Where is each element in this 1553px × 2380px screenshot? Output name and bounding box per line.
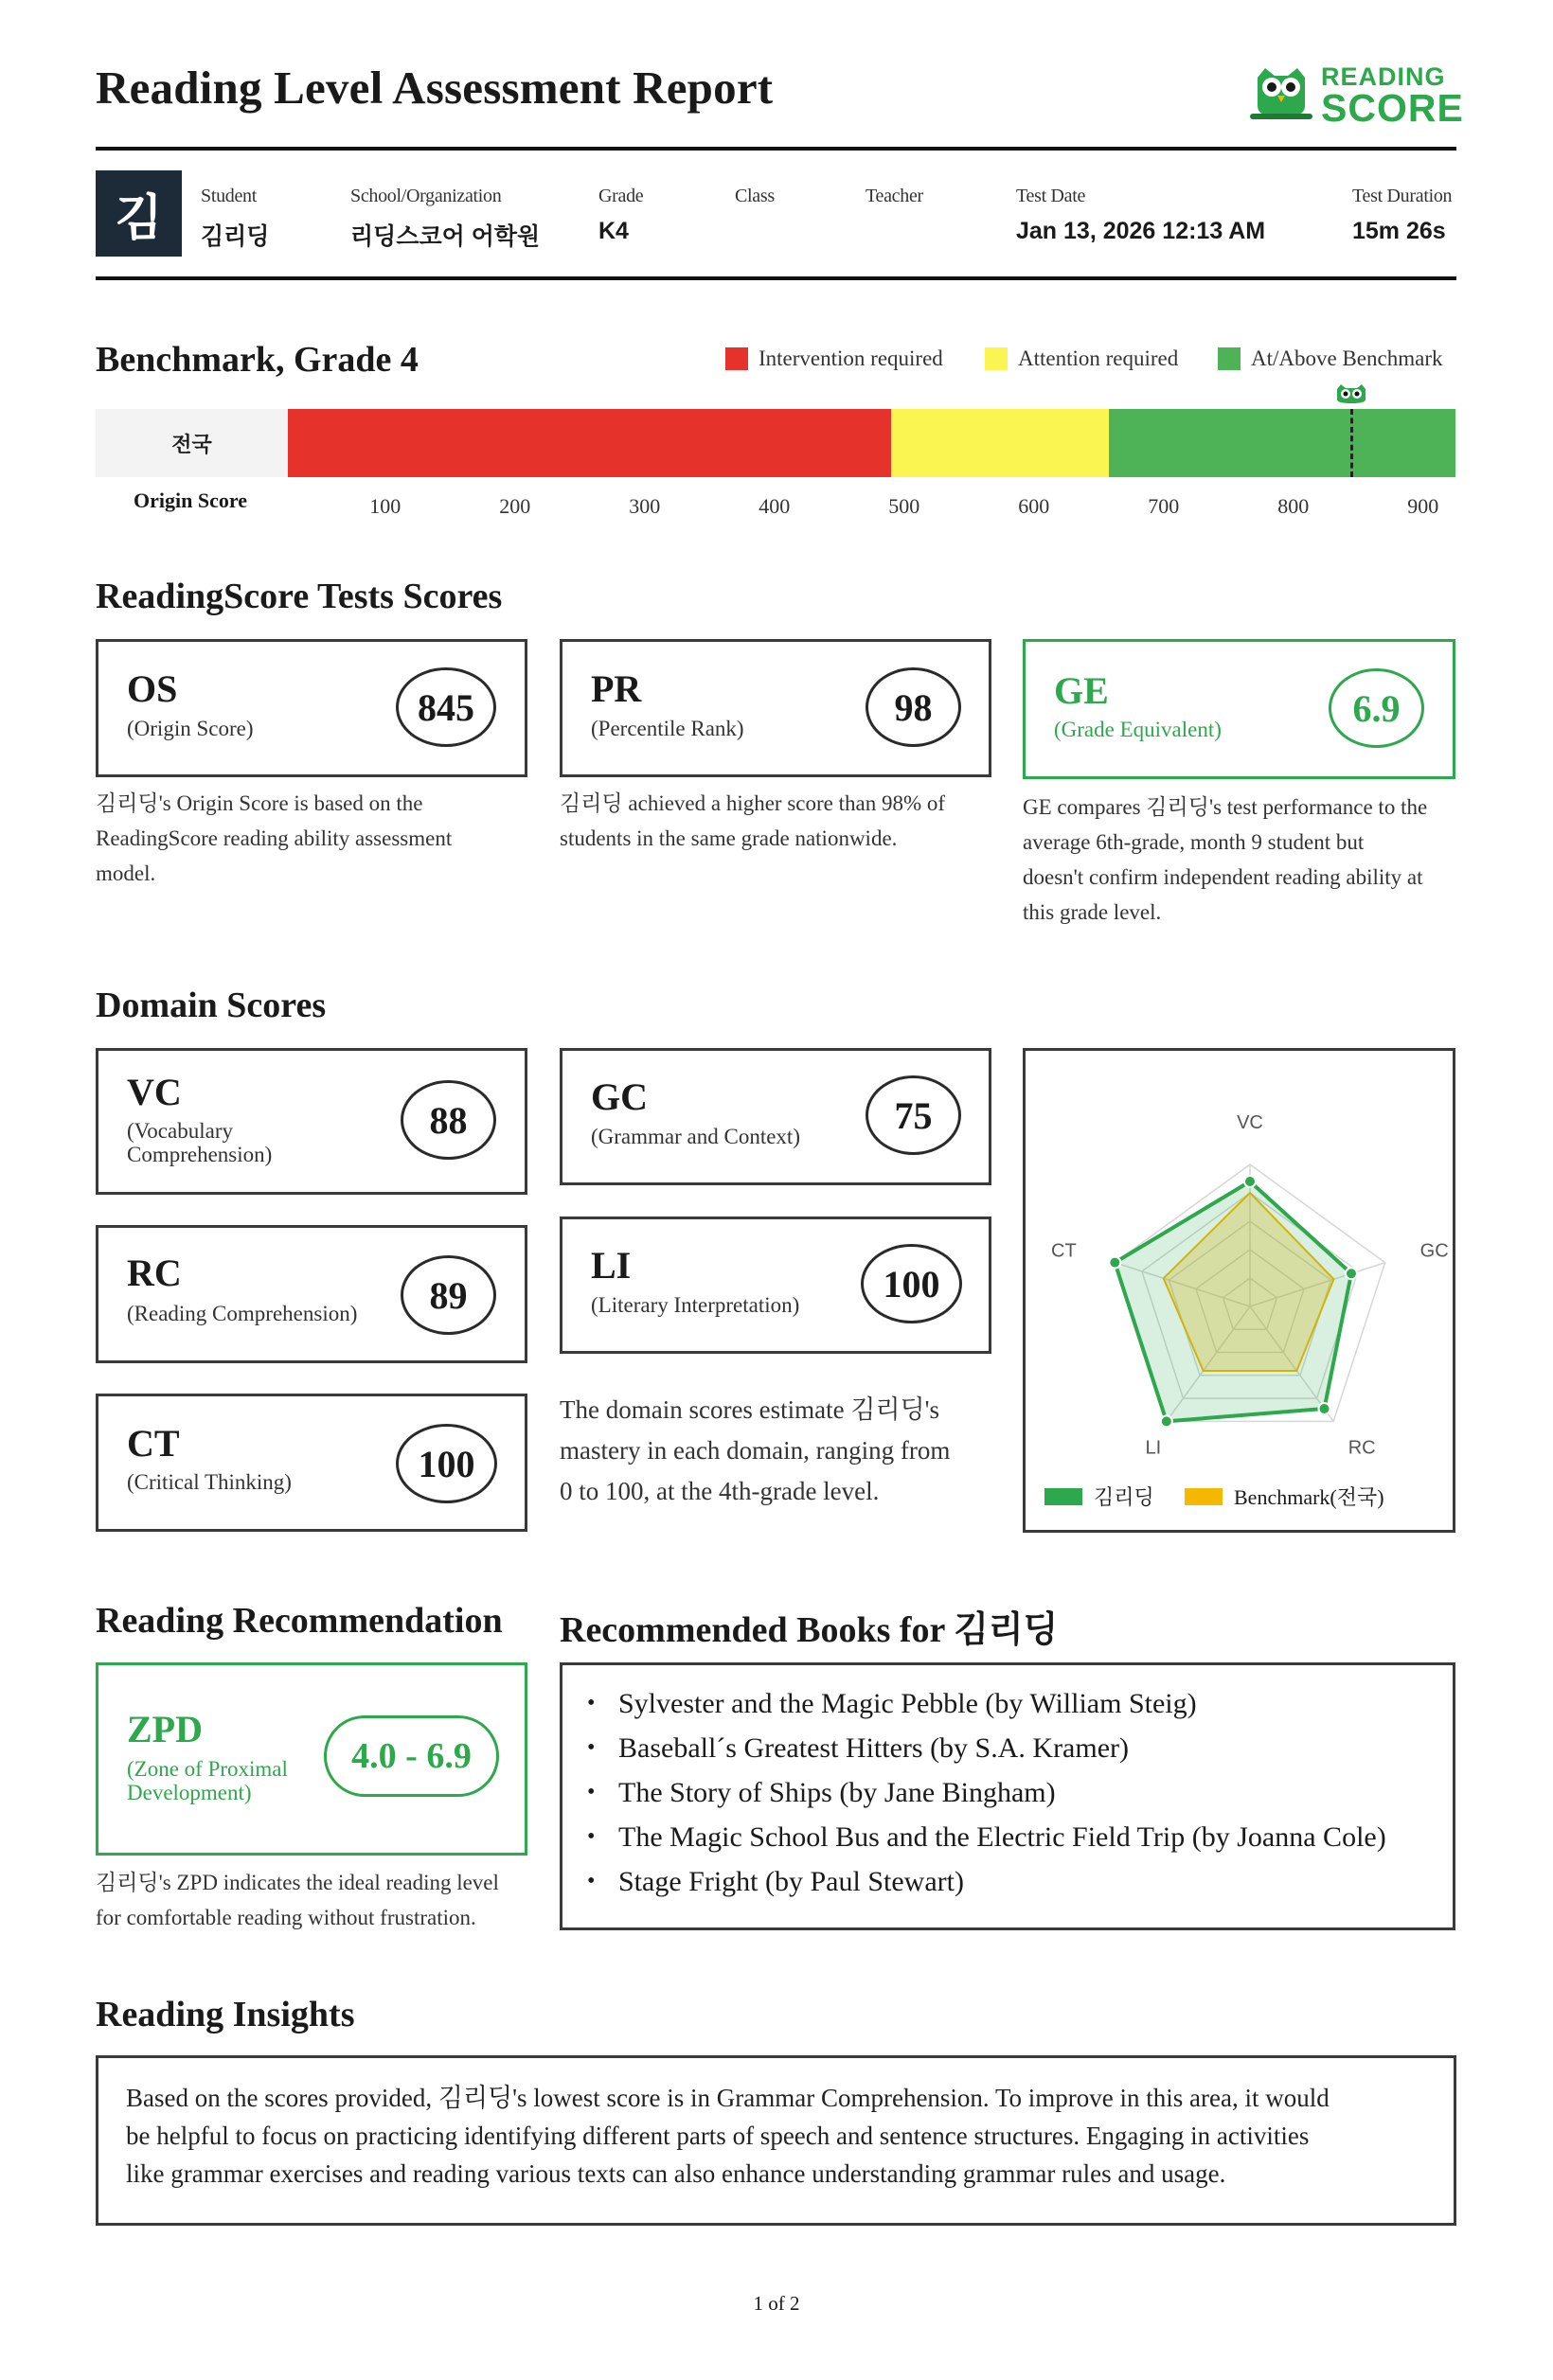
book-item: • Baseball´s Greatest Hitters (by S.A. Kramer) — [587, 1726, 1386, 1770]
ct-name: (Critical Thinking) — [127, 1470, 292, 1494]
domain-scores-title: Domain Scores — [96, 986, 327, 1025]
pr-name: (Percentile Rank) — [591, 717, 744, 740]
radar-point — [1109, 1257, 1120, 1269]
benchmark-tick-label: 300 — [629, 494, 661, 518]
desc-line: average 6th-grade, month 9 student but — [1023, 830, 1365, 854]
info-divider — [96, 276, 1456, 280]
gc-score-value: 75 — [866, 1075, 961, 1155]
desc-line: 0 to 100, at the 4th-grade level. — [560, 1477, 880, 1505]
desc-line: students in the same grade nationwide. — [560, 826, 898, 850]
benchmark-band-1 — [891, 409, 1109, 477]
li-name: (Literary Interpretation) — [591, 1293, 800, 1317]
benchmark-tick-label: 100 — [369, 494, 402, 518]
report-title: Reading Level Assessment Report — [96, 62, 774, 114]
os-score-value: 845 — [396, 667, 496, 747]
li-score-value: 100 — [861, 1244, 962, 1323]
radar-point — [1346, 1268, 1357, 1279]
book-item: • The Magic School Bus and the Electric Field Trip (by Joanna Cole) — [587, 1815, 1386, 1859]
zpd-description — [96, 1865, 541, 1935]
radar-axis-label: RC — [1348, 1437, 1376, 1459]
book-item: • The Story of Ships (by Jane Bingham) — [587, 1770, 1386, 1815]
student-label: Student — [201, 186, 258, 206]
recommended-books-list — [587, 1681, 1386, 1904]
benchmark-tick-label: 200 — [499, 494, 531, 518]
vc-name-line: (Vocabulary — [127, 1119, 233, 1143]
radar-point — [1318, 1403, 1330, 1414]
student-avatar: 김 — [96, 170, 182, 257]
vc-abbr: VC — [127, 1071, 182, 1113]
zpd-abbr: ZPD — [127, 1708, 203, 1750]
insight-line: like grammar exercises and reading various texts can also enhance understanding grammar rules and usage. — [126, 2159, 1226, 2188]
benchmark-tick-label: 400 — [759, 494, 791, 518]
rc-score-card — [96, 1225, 527, 1363]
insight-line: be helpful to focus on practicing identifying different parts of speech and sentence structures. Engaging in activities — [126, 2122, 1310, 2150]
book-item: • Stage Fright (by Paul Stewart) — [587, 1859, 1386, 1904]
legend-swatch-red — [725, 347, 748, 370]
radar-legend-swatch-yellow — [1185, 1488, 1223, 1505]
header-divider — [96, 147, 1456, 151]
legend-swatch-yellow — [985, 347, 1008, 370]
test-duration-label: Test Duration — [1352, 186, 1453, 206]
school-label: School/Organization — [350, 186, 502, 206]
page-number: 1 of 2 — [753, 2292, 800, 2315]
os-description — [96, 786, 541, 891]
desc-line: 김리딩 achieved a higher score than 98% of — [560, 791, 946, 815]
desc-line: for comfortable reading without frustration. — [96, 1906, 476, 1929]
desc-line: doesn't confirm independent reading ability at — [1023, 865, 1423, 889]
benchmark-band-0 — [288, 409, 891, 477]
zpd-name-line: (Zone of Proximal — [127, 1757, 288, 1781]
book-item: • Sylvester and the Magic Pebble (by William Steig) — [587, 1681, 1386, 1726]
radar-point — [1161, 1415, 1172, 1427]
li-score-card — [560, 1217, 991, 1354]
recommended-books-title: Recommended Books for 김리딩 — [560, 1610, 1059, 1650]
vc-name — [127, 1119, 272, 1166]
radar-axis-label: LI — [1145, 1437, 1162, 1459]
legend-swatch-green — [1218, 347, 1241, 370]
logo-text-reading: READING — [1321, 62, 1446, 91]
logo-text-score: SCORE — [1321, 86, 1464, 130]
ct-abbr: CT — [127, 1422, 180, 1465]
ge-score-value: 6.9 — [1329, 668, 1424, 748]
rc-score-value: 89 — [401, 1255, 496, 1335]
os-name: (Origin Score) — [127, 717, 254, 740]
test-duration-value: 15m 26s — [1352, 218, 1446, 244]
radar-axis-label: VC — [1237, 1112, 1263, 1133]
rc-abbr: RC — [127, 1252, 182, 1294]
radar-series-student — [1115, 1181, 1351, 1421]
ge-name: (Grade Equivalent) — [1054, 718, 1222, 741]
reading-score-logo — [1248, 61, 1464, 130]
domain-radar-chart — [1026, 1051, 1453, 1530]
test-date-value: Jan 13, 2026 12:13 AM — [1016, 218, 1266, 244]
os-abbr: OS — [127, 667, 178, 710]
zpd-name — [127, 1757, 288, 1804]
origin-score-axis-label: Origin Score — [134, 488, 247, 512]
radar-axis-label: GC — [1419, 1240, 1449, 1262]
pr-score-value: 98 — [866, 667, 961, 747]
legend-attention — [985, 346, 1178, 371]
desc-line: 김리딩's Origin Score is based on the — [96, 791, 423, 815]
desc-line: this grade level. — [1023, 900, 1162, 924]
zpd-card — [96, 1662, 527, 1856]
os-score-card — [96, 639, 527, 777]
pr-description — [560, 786, 1005, 856]
li-abbr: LI — [591, 1244, 632, 1287]
radar-legend-student — [1044, 1482, 1154, 1511]
radar-point — [1244, 1176, 1256, 1187]
benchmark-tick-label: 500 — [888, 494, 920, 518]
benchmark-tick-label: 600 — [1018, 494, 1050, 518]
grade-value: K4 — [598, 218, 629, 244]
benchmark-score-marker — [1350, 409, 1353, 477]
owl-logo-icon — [1248, 64, 1314, 123]
zpd-name-line: Development) — [127, 1781, 252, 1804]
domain-scores-description — [560, 1390, 1005, 1512]
ge-abbr: GE — [1054, 669, 1109, 712]
radar-legend-label: 김리딩 — [1094, 1485, 1154, 1509]
benchmark-tick-label: 700 — [1148, 494, 1180, 518]
reading-insights-text — [126, 2079, 1433, 2193]
grade-label: Grade — [598, 186, 644, 206]
ct-score-value: 100 — [396, 1424, 497, 1503]
teacher-label: Teacher — [866, 186, 923, 206]
vc-score-value: 88 — [401, 1080, 496, 1160]
class-label: Class — [735, 186, 775, 206]
insight-line: Based on the scores provided, 김리딩's lowest score is in Grammar Comprehension. To improve in this area, it would — [126, 2084, 1330, 2112]
benchmark-row-label: 전국 — [96, 409, 288, 477]
desc-line: The domain scores estimate 김리딩's — [560, 1395, 940, 1424]
benchmark-title: Benchmark, Grade 4 — [96, 340, 419, 380]
pr-score-card — [560, 639, 991, 777]
legend-label: Attention required — [1018, 346, 1179, 370]
benchmark-band-2 — [1109, 409, 1455, 477]
radar-legend-benchmark — [1185, 1482, 1384, 1511]
zpd-score-value: 4.0 - 6.9 — [324, 1715, 499, 1797]
desc-line: model. — [96, 861, 156, 885]
ge-score-card — [1023, 639, 1455, 779]
rc-name: (Reading Comprehension) — [127, 1302, 358, 1325]
reading-recommendation-title: Reading Recommendation — [96, 1601, 503, 1641]
gc-abbr: GC — [591, 1075, 648, 1118]
domain-radar-chart-card — [1023, 1048, 1455, 1533]
radar-legend-swatch-green — [1044, 1488, 1082, 1505]
owl-marker-icon — [1334, 383, 1368, 404]
legend-benchmark — [1218, 346, 1442, 371]
vc-score-card — [96, 1048, 527, 1195]
test-scores-title: ReadingScore Tests Scores — [96, 577, 503, 616]
ct-score-card — [96, 1394, 527, 1532]
radar-axis-label: CT — [1051, 1240, 1077, 1262]
desc-line: GE compares 김리딩's test performance to the — [1023, 795, 1428, 819]
radar-legend-label: Benchmark(전국) — [1234, 1485, 1384, 1509]
student-value: 김리딩 — [201, 223, 270, 250]
school-value: 리딩스코어 어학원 — [350, 223, 541, 250]
desc-line: ReadingScore reading ability assessment — [96, 826, 453, 850]
gc-name: (Grammar and Context) — [591, 1125, 800, 1148]
legend-intervention — [725, 346, 943, 371]
benchmark-tick-label: 900 — [1407, 494, 1439, 518]
legend-label: Intervention required — [759, 346, 943, 370]
reading-insights-title: Reading Insights — [96, 1995, 355, 2034]
pr-abbr: PR — [591, 667, 642, 710]
desc-line: mastery in each domain, ranging from — [560, 1436, 951, 1465]
desc-line: 김리딩's ZPD indicates the ideal reading level — [96, 1871, 499, 1894]
vc-name-line: Comprehension) — [127, 1143, 273, 1166]
ge-description — [1023, 790, 1468, 930]
gc-score-card — [560, 1048, 991, 1185]
test-date-label: Test Date — [1016, 186, 1086, 206]
benchmark-tick-label: 800 — [1277, 494, 1310, 518]
legend-label: At/Above Benchmark — [1251, 346, 1443, 370]
